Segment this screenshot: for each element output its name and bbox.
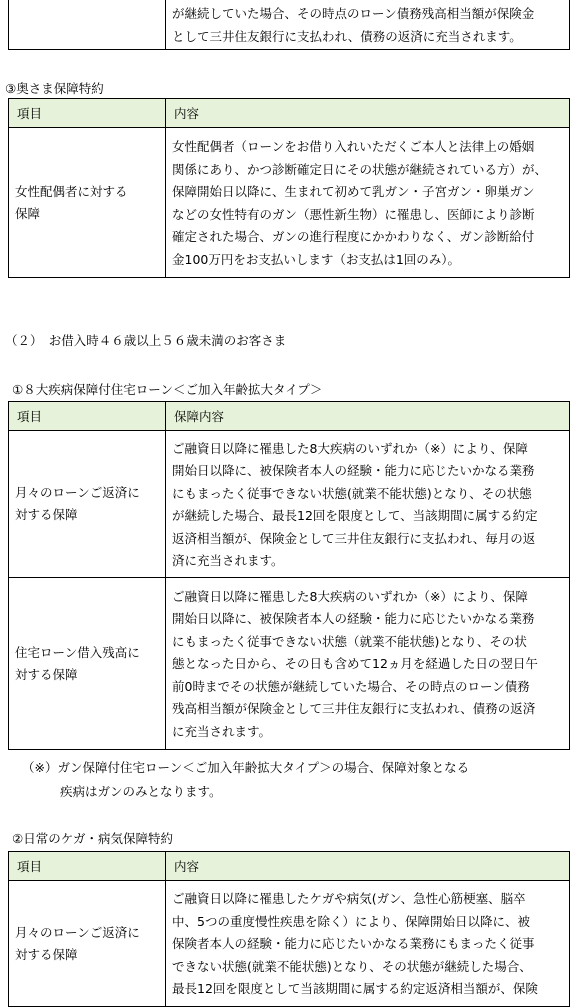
content-line: 女性配偶者（ローンをお借り入れいただくご本人と法律上の婚姻: [172, 139, 535, 154]
row-content: [166, 431, 570, 578]
footnote-line: 疾病はガンのみとなります。: [60, 784, 222, 799]
content-line: 残高相当額が保険金として三井住友銀行に支払われ、債務の返済: [172, 701, 536, 717]
label-line: 月々のローンご返済に: [15, 924, 140, 940]
content-line: が継続していた場合、その時点のローン債務残高相当額が保険金: [172, 6, 535, 21]
row-label: [9, 881, 166, 1007]
label-line: 月々のローンご返済に: [15, 485, 140, 500]
row-content: [166, 578, 570, 750]
section-title-8-diseases: ①８大疾病保障付住宅ローン＜ご加入年齢拡大タイプ＞: [12, 382, 323, 397]
top-fragment-content-cell: [166, 0, 570, 50]
label-line: 対する保障: [15, 946, 78, 962]
row-content: [166, 881, 570, 1007]
label-line: 対する保障: [15, 507, 78, 522]
content-line: にもまったく従事できない状態(就業不能状態)となり、その状態: [172, 485, 532, 501]
header-item: 項目: [9, 402, 166, 431]
content-line: 最長12回を限度として当該期間に属する約定返済相当額が、保険: [172, 981, 538, 997]
content-line: ご融資日以降に罹患したケガや病気(ガン、急性心筋梗塞、脳卒: [172, 891, 526, 907]
header-item: 項目: [9, 852, 166, 881]
label-line: 女性配偶者に対する: [15, 183, 128, 199]
label-line: 対する保障: [15, 666, 78, 682]
eight-diseases-table: [8, 401, 570, 750]
content-line: が継続した場合、最長12回を限度として、当該期間に属する約定: [172, 508, 538, 523]
content-line: 関係にあり、かつ診断確定日にその状態が継続されている方）が、: [172, 161, 548, 177]
footnote-line: （※）ガン保障付住宅ローン＜ご加入年齢拡大タイプ＞の場合、保障対象となる: [22, 760, 470, 775]
row-content: [166, 128, 570, 278]
section-title-wife-guarantee: ③奥さま保障特約: [5, 81, 104, 96]
footnote: [22, 756, 469, 804]
content-line: 中、5つの重度慢性疾患を除く）により、保障開始日以降に、被: [172, 913, 530, 929]
wife-guarantee-table: [8, 98, 570, 278]
content-line: 開始日以降に、被保険者本人の経験・能力に応じたいかなる業務: [172, 463, 535, 478]
row-label: [9, 431, 166, 578]
content-line: 前0時までその状態が継続していた場合、その時点のローン債務: [172, 678, 530, 694]
content-line: に充当されます。: [172, 723, 272, 739]
content-line: 開始日以降に、被保険者本人の経験・能力に応じたいかなる業務: [172, 611, 535, 627]
section-title-daily-injury: ②日常のケガ・病気保障特約: [12, 831, 173, 846]
content-line: 返済相当額が、保険金として三井住友銀行に支払われ、毎月の返: [172, 530, 536, 546]
content-line: 態となった日から、その日も含めて12ヵ月を経過した日の翌日午: [172, 656, 538, 672]
header-item: 項目: [9, 99, 166, 128]
content-line: 済に充当されます。: [172, 553, 284, 568]
header-content: 保障内容: [166, 402, 570, 431]
content-line: できない状態(就業不能状態)となり、その状態が継続した場合、: [172, 958, 532, 974]
content-line: として三井住友銀行に支払われ、債務の返済に充当されます。: [172, 28, 522, 44]
label-line: 住宅ローン借入残高に: [15, 644, 140, 660]
header-content: 内容: [166, 852, 570, 881]
label-line: 保障: [15, 205, 41, 221]
top-fragment-label-cell: [9, 0, 166, 50]
top-fragment-table: [8, 0, 570, 50]
group-heading-46-56: （２） お借入時４６歳以上５６歳未満のお客さま: [5, 333, 287, 348]
content-line: 確定された場合、ガンの進行程度にかかわりなく、ガン診断給付: [172, 229, 535, 244]
row-label: [9, 128, 166, 278]
content-line: 保険者本人の経験・能力に応じたいかなる業務にもまったく従事: [172, 936, 535, 952]
content-line: にもまったく従事できない状態（就業不能状態)となり、その状: [172, 633, 527, 649]
daily-injury-table: [8, 851, 570, 1007]
content-line: などの女性特有のガン（悪性新生物）に罹患し、医師により診断: [172, 206, 535, 222]
content-line: 金100万円をお支払いします（お支払は1回のみ）。: [172, 251, 461, 267]
content-line: ご融資日以降に罹患した8大疾病のいずれか（※）により、保障: [172, 440, 528, 456]
content-line: 保障開始日以降に、生まれて初めて乳ガン・子宮ガン・卵巣ガン: [172, 184, 535, 199]
row-label: [9, 578, 166, 750]
content-line: ご融資日以降に罹患した8大疾病のいずれか（※）により、保障: [172, 588, 528, 604]
header-content: 内容: [166, 99, 570, 128]
